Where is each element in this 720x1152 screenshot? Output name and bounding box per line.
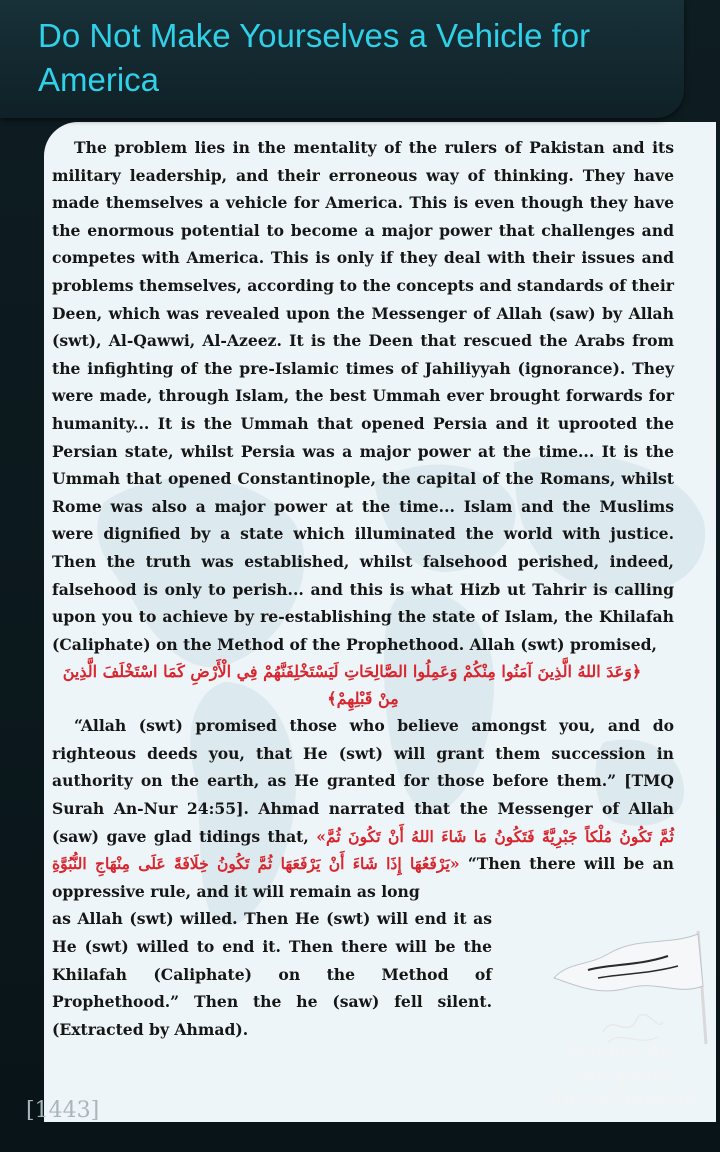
paragraph-translation (52, 712, 674, 905)
author-signature (548, 1040, 698, 1112)
author-line-3: Abu al-Rashtah (549, 1089, 697, 1111)
header-bar (0, 0, 684, 118)
hadith-translation-start: “Then there will be an oppressive rule, and it will remain as long (52, 854, 674, 901)
hadith-arabic: «ثُمَّ تَكُونُ مُلْكاً جَبْرِيَّةً فَتَكُونُ مَا شَاءَ اللهُ أَنْ تَكُونَ ثُمَّ يَرْفَعُهَا إِذَا شَاءَ أَنْ يَرْفَعَهَا ثُمَّ تَكُونُ خِلَافَةً عَلَى مِنْهَاجِ النُّبُوَّةِ» (52, 826, 674, 874)
author-line-1: Scholar Ata (566, 1041, 680, 1063)
translation-text: “Allah (swt) promised those who believe amongst you, and do righteous deeds you, that He (swt) will grant them succession in authority on the earth, as He granted for those before them.” [TMQ Surah An-Nur 24:55]. Ahmad narrated that the Messenger of Allah (saw) gave glad tidings that, (52, 716, 674, 846)
issue-year: [1443] (26, 1098, 100, 1123)
page-title: Do Not Make Yourselves a Vehicle for America (38, 17, 591, 98)
hadith-translation-end: as Allah (swt) willed. Then He (swt) will end it as He (swt) willed to end it. Then there will be the Khilafah (Caliphate) on the Method of Prophethood.” Then the he (saw) fell silent. (Extracted by Ahmad). (52, 909, 492, 1039)
quran-verse-arabic: ﴿وَعَدَ اللهُ الَّذِينَ آمَنُوا مِنْكُمْ وَعَمِلُوا الصَّالِحَاتِ لَيَسْتَخْلِفَنَّهُمْ فِي الْأَرْضِ كَمَا اسْتَخْلَفَ الَّذِينَ مِنْ قَبْلِهِمْ﴾ (62, 662, 642, 709)
author-line-2: Bin Khalil (575, 1065, 671, 1087)
article-body (52, 134, 674, 1043)
paragraph-intro: The problem lies in the mentality of the rulers of Pakistan and its military leadership, and their erroneous way of thinking. They have made themselves a vehicle for America. This is even though they have the enormous potential to become a major power that challenges and competes with America. This is only if they deal with their issues and problems themselves, according to the concepts and standards of their Deen, which was revealed upon the Messenger of Allah (saw) by Allah (swt), Al-Qawwi, Al-Azeez. It is the Deen that rescued the Arabs from the infighting of the pre-Islamic times of Jahiliyyah (ignorance). They were made, through Islam, the best Ummah ever brought forwards for humanity... It is the Ummah that opened Persia and it uprooted the Persian state, whilst Persia was a major power at the time... It is the Ummah that opened Constantinople, the capital of the Romans, whilst Rome was also a major power at the time... Islam and the Muslims were dignified by a state which illuminated the world with justice. Then the truth was established, whilst falsehood perished, indeed, falsehood is only to perish... and this is what Hizb ut Tahrir is calling upon you to achieve by re-establishing the state of Islam, the Khilafah (Caliphate) on the Method of the Prophethood. Allah (swt) promised, (52, 138, 674, 654)
